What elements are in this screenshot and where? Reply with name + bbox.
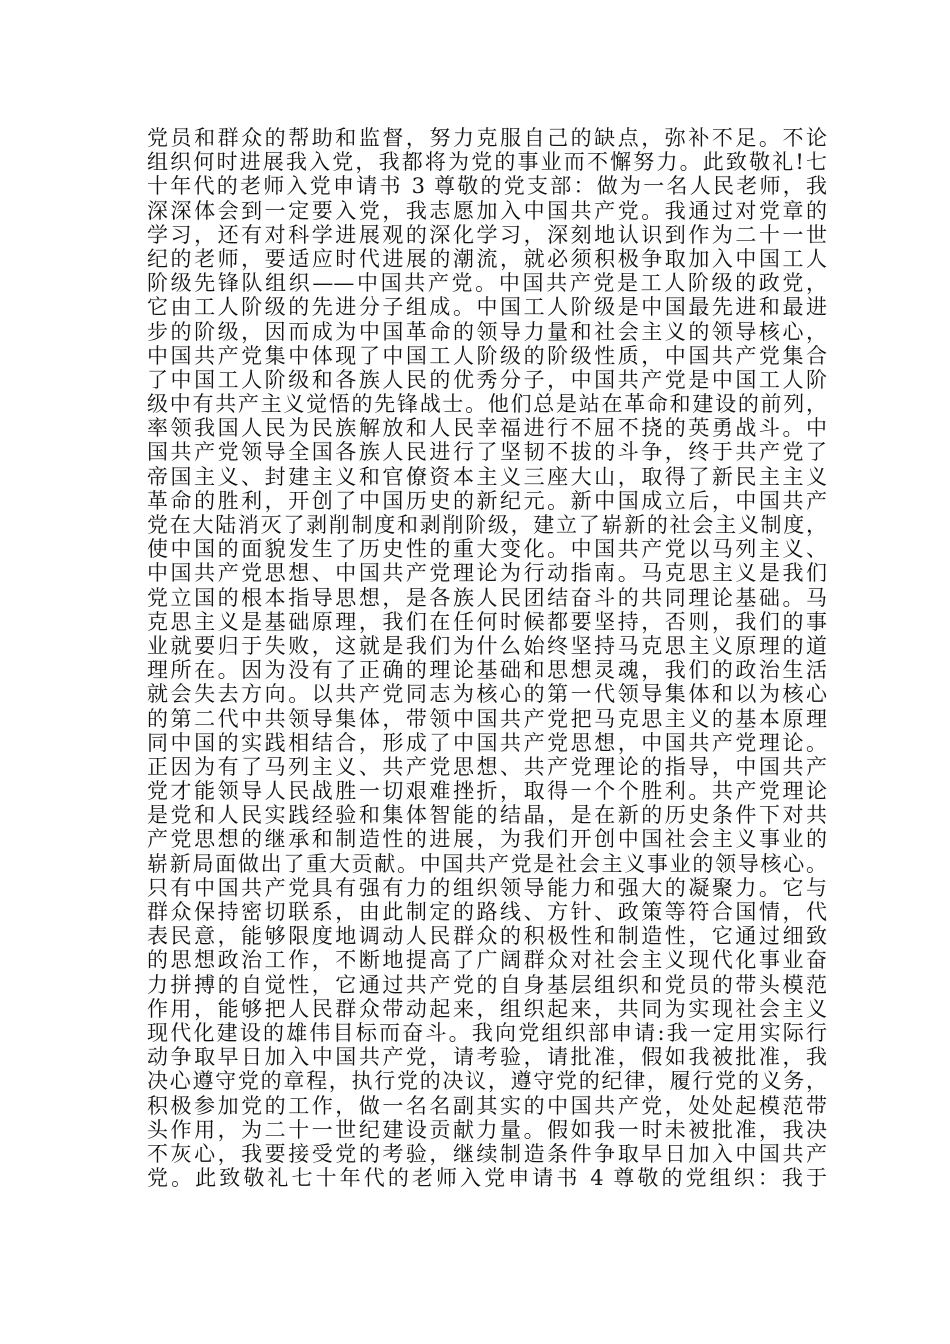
text-line: 不灰心，我要接受党的考验，继续制造条件争取早日加入中国共产 [147, 1141, 827, 1166]
body-text [147, 126, 827, 1190]
text-line: 产党思想的继承和制造性的进展，为我们开创中国社会主义事业的 [147, 827, 827, 852]
text-line: 党员和群众的帮助和监督，努力克服自己的缺点，弥补不足。不论 [147, 126, 827, 150]
text-line: 力拼搏的自觉性，它通过共产党的自身基层组织和党员的带头模范 [147, 972, 827, 997]
text-line: 的思想政治工作，不断地提高了广阔群众对社会主义现代化事业奋 [147, 948, 827, 973]
text-line: 步的阶级，因而成为中国革命的领导力量和社会主义的领导核心， [147, 319, 827, 344]
text-line: 头作用，为二十一世纪建设贡献力量。假如我一时未被批准，我决 [147, 1117, 827, 1142]
text-line: 的第二代中共领导集体，带领中国共产党把马克思主义的基本原理 [147, 706, 827, 731]
text-line: 现代化建设的雄伟目标而奋斗。我向党组织部申请:我一定用实际行 [147, 1020, 827, 1045]
text-line: 十年代的老师入党申请书 3 尊敬的党支部：做为一名人民老师，我 [147, 174, 827, 199]
text-line: 崭新局面做出了重大贡献。中国共产党是社会主义事业的领导核心。 [147, 851, 827, 876]
text-line: 组织何时进展我入党，我都将为党的事业而不懈努力。此致敬礼!七 [147, 150, 827, 175]
text-line: 级中有共产主义觉悟的先锋战士。他们总是站在革命和建设的前列， [147, 392, 827, 417]
text-line: 动争取早日加入中国共产党，请考验，请批准，假如我被批准，我 [147, 1045, 827, 1070]
text-line: 深深体会到一定要入党，我志愿加入中国共产党。我通过对党章的 [147, 198, 827, 223]
text-line: 群众保持密切联系，由此制定的路线、方针、政策等符合国情，代 [147, 900, 827, 924]
text-line: 率领我国人民为民族解放和人民幸福进行不屈不挠的英勇战斗。中 [147, 416, 827, 441]
text-line: 了中国工人阶级和各族人民的优秀分子，中国共产党是中国工人阶 [147, 367, 827, 392]
text-line: 就会失去方向。以共产党同志为核心的第一代领导集体和以为核心 [147, 682, 827, 707]
text-line: 党。此致敬礼七十年代的老师入党申请书 4 尊敬的党组织：我于 [147, 1166, 827, 1191]
text-line: 阶级先锋队组织——中国共产党。中国共产党是工人阶级的政党， [147, 271, 827, 296]
text-line: 同中国的实践相结合，形成了中国共产党思想，中国共产党理论。 [147, 730, 827, 755]
text-line: 作用，能够把人民群众带动起来，组织起来，共同为实现社会主义 [147, 996, 827, 1021]
text-line: 积极参加党的工作，做一名名副其实的中国共产党，处处起模范带 [147, 1093, 827, 1118]
text-line: 革命的胜利，开创了中国历史的新纪元。新中国成立后，中国共产 [147, 488, 827, 513]
text-line: 党在大陆消灭了剥削制度和剥削阶级，建立了崭新的社会主义制度， [147, 513, 827, 537]
text-line: 它由工人阶级的先进分子组成。中国工人阶级是中国最先进和最进 [147, 295, 827, 320]
text-line: 业就要归于失败，这就是我们为什么始终坚持马克思主义原理的道 [147, 633, 827, 658]
text-line: 中国共产党思想、中国共产党理论为行动指南。马克思主义是我们 [147, 561, 827, 586]
text-line: 帝国主义、封建主义和官僚资本主义三座大山，取得了新民主主义 [147, 464, 827, 489]
text-line: 理所在。因为没有了正确的理论基础和思想灵魂，我们的政治生活 [147, 658, 827, 683]
text-line: 使中国的面貌发生了历史性的重大变化。中国共产党以马列主义、 [147, 537, 827, 562]
text-line: 党立国的根本指导思想，是各族人民团结奋斗的共同理论基础。马 [147, 585, 827, 610]
text-line: 只有中国共产党具有强有力的组织领导能力和强大的凝聚力。它与 [147, 875, 827, 900]
text-line: 纪的老师，要适应时代进展的潮流，就必须积极争取加入中国工人 [147, 246, 827, 271]
text-line: 决心遵守党的章程，执行党的决议，遵守党的纪律，履行党的义务， [147, 1069, 827, 1094]
text-line: 党才能领导人民战胜一切艰难挫折，取得一个个胜利。共产党理论 [147, 779, 827, 804]
text-line: 克思主义是基础原理，我们在任何时候都要坚持，否则，我们的事 [147, 609, 827, 634]
text-line: 正因为有了马列主义、共产党思想、共产党理论的指导，中国共产 [147, 754, 827, 779]
text-line: 学习，还有对科学进展观的深化学习，深刻地认识到作为二十一世 [147, 222, 827, 247]
text-line: 国共产党领导全国各族人民进行了坚韧不拔的斗争，终于共产党了 [147, 440, 827, 465]
text-line: 表民意，能够限度地调动人民群众的积极性和制造性，它通过细致 [147, 924, 827, 949]
text-line: 是党和人民实践经验和集体智能的结晶，是在新的历史条件下对共 [147, 803, 827, 828]
text-line: 中国共产党集中体现了中国工人阶级的阶级性质，中国共产党集合 [147, 343, 827, 368]
